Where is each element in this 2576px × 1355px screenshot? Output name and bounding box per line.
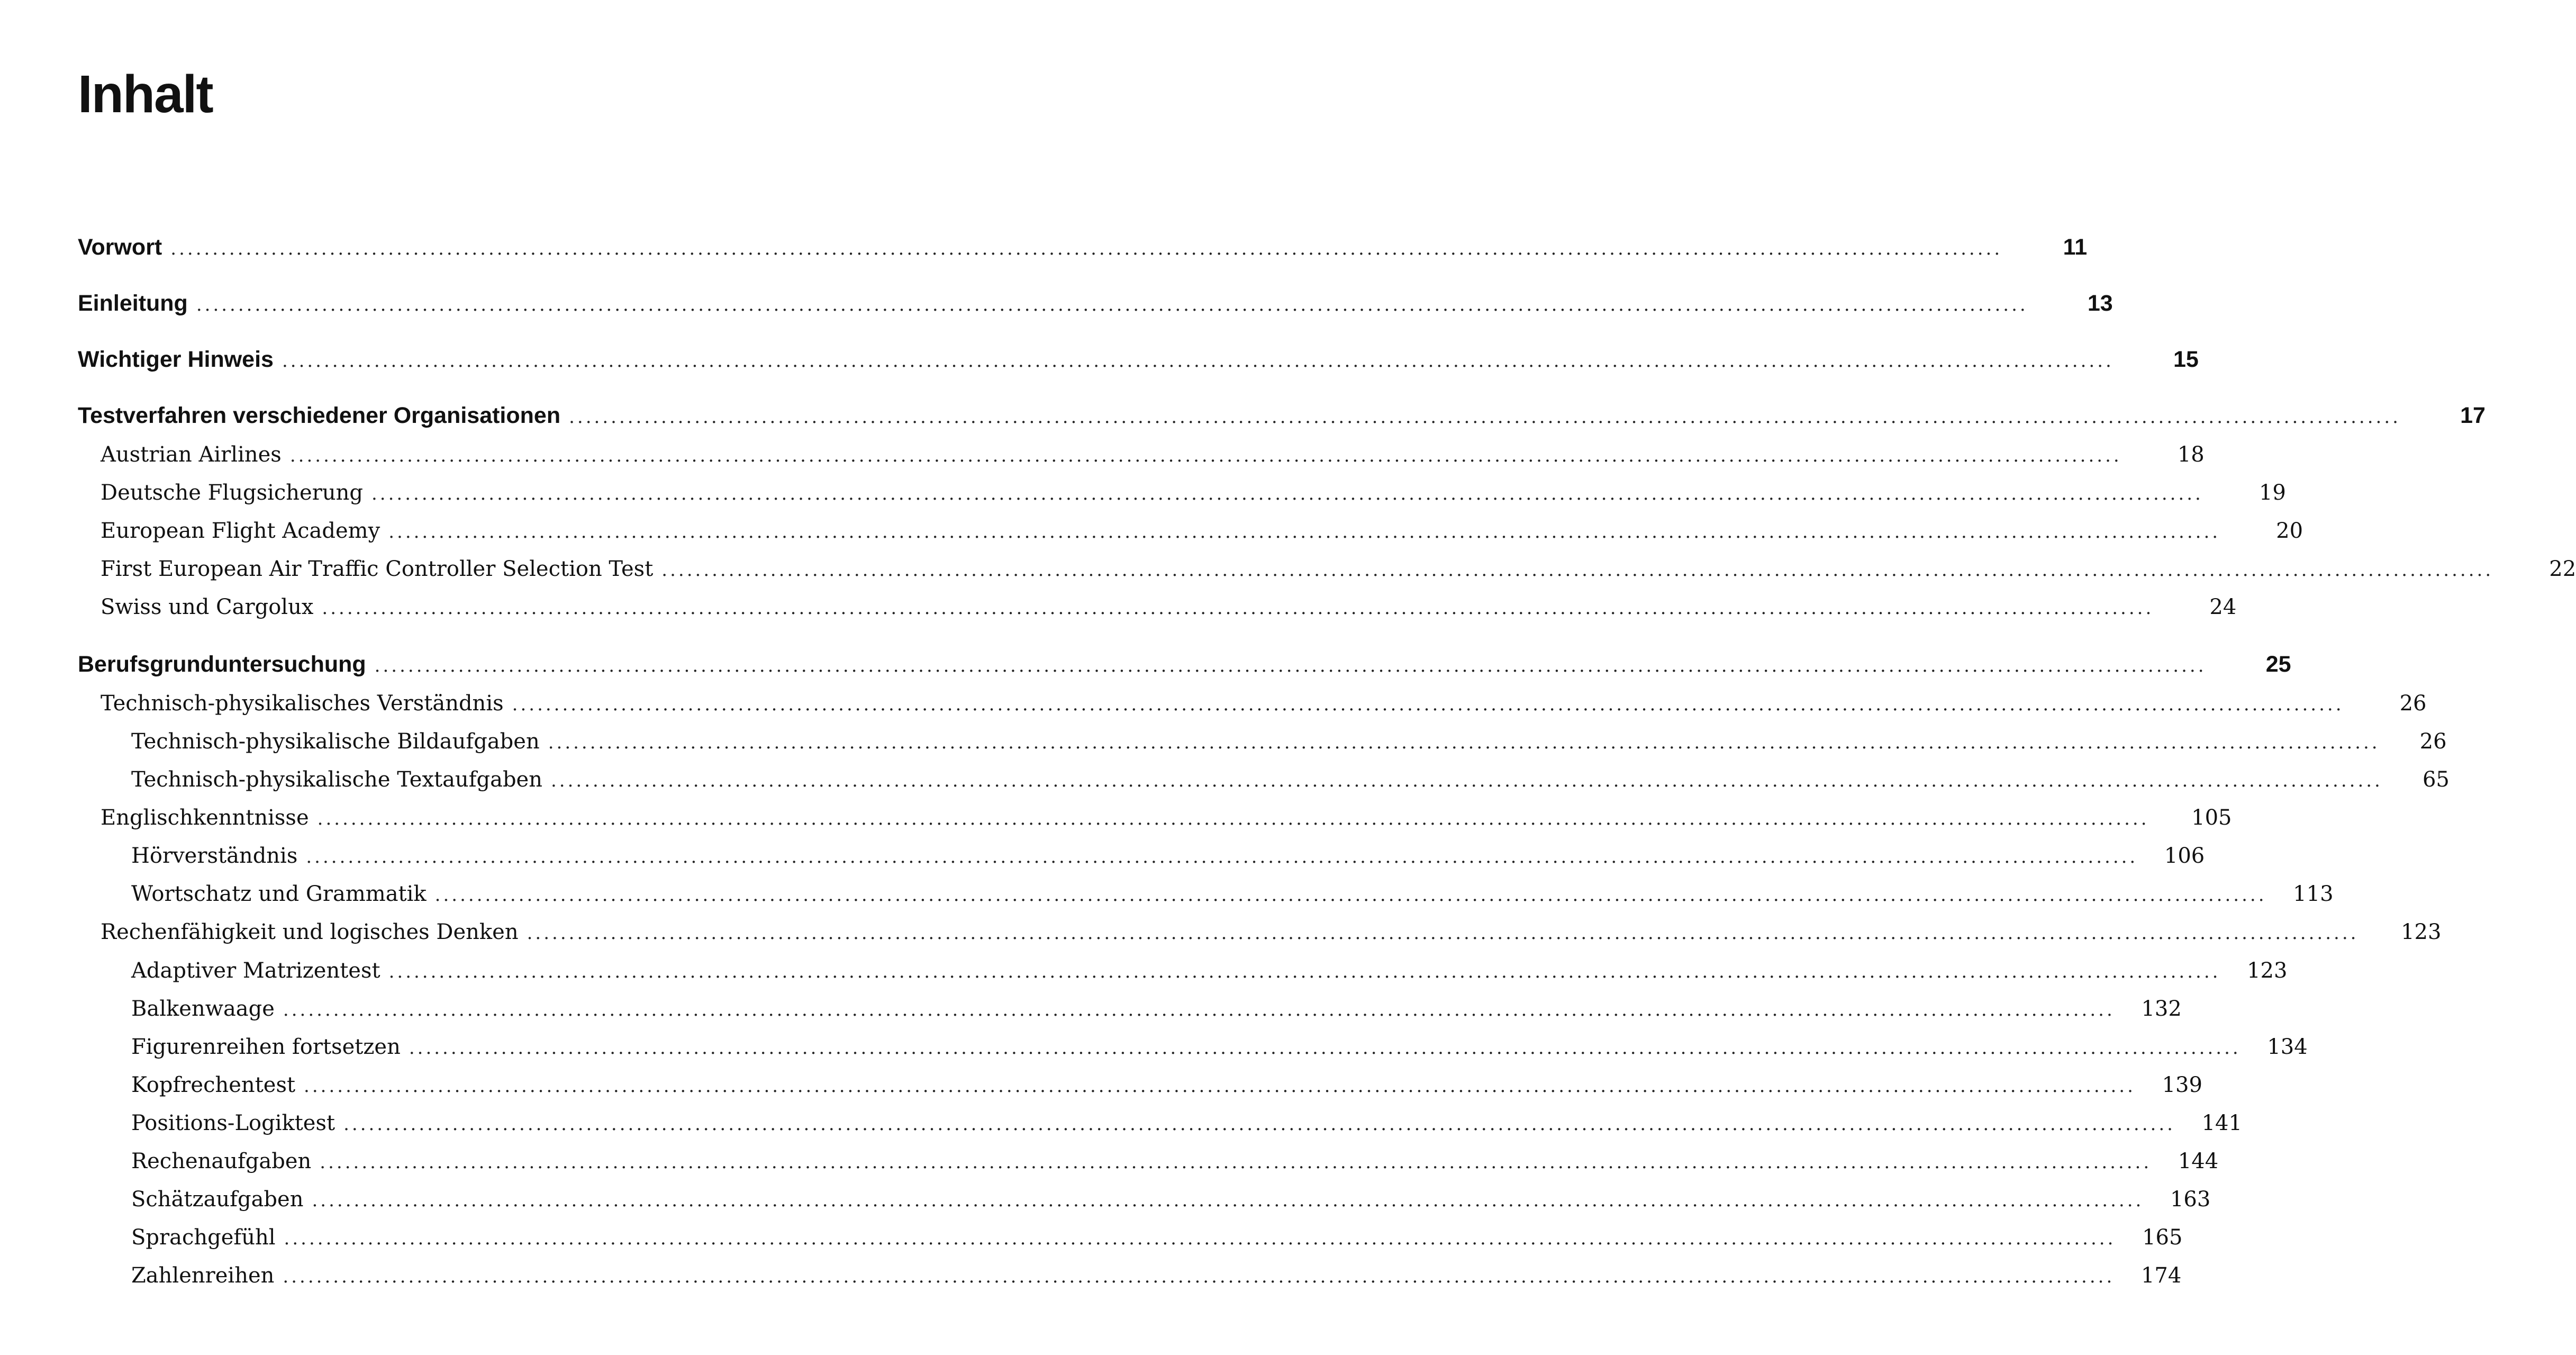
dot-leader: ........................................................................................................................................................................................................................... xyxy=(304,1076,2136,1097)
toc-entry-title: Deutsche Flugsicherung xyxy=(101,481,363,505)
toc-entry-page: 19 xyxy=(2258,481,2286,505)
dot-leader: ........................................................................................................................................................................................................................... xyxy=(548,732,2380,753)
toc-entry-title: Wortschatz und Grammatik xyxy=(131,882,427,906)
dot-leader: ........................................................................................................................................................................................................................... xyxy=(170,238,2003,259)
dot-leader: ........................................................................................................................................................................................................................... xyxy=(388,521,2221,543)
dot-leader: ........................................................................................................................................................................................................................... xyxy=(196,294,2028,315)
dot-leader: ........................................................................................................................................................................................................................... xyxy=(569,406,2401,428)
toc-entry-page: 105 xyxy=(2191,806,2232,830)
toc-entry-title: Englischkenntnisse xyxy=(101,806,309,830)
dot-leader: ........................................................................................................................................................................................................................... xyxy=(306,846,2138,868)
toc-entry-page: 13 xyxy=(2087,291,2113,316)
dot-leader: ........................................................................................................................................................................................................................... xyxy=(371,483,2203,504)
toc-entry-title: Wichtiger Hinweis xyxy=(78,347,274,372)
toc-entry-page: 17 xyxy=(2460,403,2486,428)
toc-entry-page: 11 xyxy=(2063,234,2088,260)
toc-entry-title: Rechenaufgaben xyxy=(131,1149,312,1173)
toc-entry-positions-logiktest[interactable] xyxy=(131,1111,2242,1135)
toc-entry-page: 15 xyxy=(2173,347,2199,372)
dot-leader: ........................................................................................................................................................................................................................... xyxy=(527,923,2359,944)
toc-entry-title: Berufsgrunduntersuchung xyxy=(78,652,366,677)
toc-entry-page: 123 xyxy=(2247,959,2288,983)
toc-entry-berufsgrunduntersuchung[interactable] xyxy=(78,652,2291,678)
toc-entry-title: Hörverständnis xyxy=(131,844,298,868)
toc-entry-technisch-physikalisches-verstaendnis[interactable] xyxy=(101,691,2427,716)
page-title: Inhalt xyxy=(78,65,213,124)
dot-leader: ........................................................................................................................................................................................................................... xyxy=(320,1152,2152,1173)
toc-entry-title: Technisch-physikalisches Verständnis xyxy=(101,691,504,716)
toc-entry-page: 25 xyxy=(2265,652,2291,677)
toc-entry-bildaufgaben[interactable] xyxy=(131,729,2447,754)
toc-entry-title: European Flight Academy xyxy=(101,519,380,543)
toc-entry-page: 139 xyxy=(2162,1073,2202,1097)
toc-entry-deutsche-flugsicherung[interactable] xyxy=(101,481,2286,505)
toc-entry-textaufgaben[interactable] xyxy=(131,767,2450,792)
toc-entry-page: 134 xyxy=(2267,1035,2308,1059)
toc-entry-page: 24 xyxy=(2209,595,2237,619)
toc-entry-page: 26 xyxy=(2399,691,2427,716)
toc-entry-austrian-airlines[interactable] xyxy=(101,442,2205,467)
toc-entry-page: 163 xyxy=(2170,1187,2211,1212)
toc-entry-title: Zahlenreihen xyxy=(131,1263,275,1288)
dot-leader: ........................................................................................................................................................................................................................... xyxy=(284,1228,2116,1249)
toc-entry-page: 26 xyxy=(2419,729,2447,754)
toc-entry-title: Vorwort xyxy=(78,234,162,260)
toc-entry-englischkenntnisse[interactable] xyxy=(101,806,2232,830)
dot-leader: ........................................................................................................................................................................................................................... xyxy=(388,961,2221,982)
toc-entry-title: Kopfrechentest xyxy=(131,1073,296,1097)
toc-entry-title: Adaptiver Matrizentest xyxy=(131,959,380,983)
toc-entry-page: 20 xyxy=(2276,519,2303,543)
toc-entry-page: 174 xyxy=(2140,1263,2182,1288)
toc-entry-rechenfaehigkeit[interactable] xyxy=(101,920,2442,944)
toc-entry-title: Austrian Airlines xyxy=(101,442,282,467)
toc-entry-page: 65 xyxy=(2422,767,2450,792)
dot-leader: ........................................................................................................................................................................................................................... xyxy=(434,884,2267,906)
toc-entry-title: Positions-Logiktest xyxy=(131,1111,335,1135)
toc-entry-title: Figurenreihen fortsetzen xyxy=(131,1035,401,1059)
toc-entry-hoerverstaendnis[interactable] xyxy=(131,844,2205,868)
toc-entry-page: 144 xyxy=(2178,1149,2219,1173)
toc-entry-schaetzaufgaben[interactable] xyxy=(131,1187,2211,1212)
dot-leader: ........................................................................................................................................................................................................................... xyxy=(289,445,2122,466)
toc-entry-page: 141 xyxy=(2201,1111,2242,1135)
toc-entry-page: 113 xyxy=(2293,882,2334,906)
toc-entry-title: First European Air Traffic Controller Selection Test xyxy=(101,557,654,581)
dot-leader: ........................................................................................................................................................................................................................... xyxy=(661,559,2494,581)
toc-entry-figurenreihen[interactable] xyxy=(131,1035,2308,1059)
toc-entry-page: 106 xyxy=(2164,844,2205,868)
toc-entry-page: 18 xyxy=(2177,442,2205,467)
toc-entry-rechenaufgaben[interactable] xyxy=(131,1149,2219,1173)
dot-leader: ........................................................................................................................................................................................................................... xyxy=(282,350,2114,372)
dot-leader: ........................................................................................................................................................................................................................... xyxy=(283,1266,2115,1287)
toc-entry-title: Technisch-physikalische Bildaufgaben xyxy=(131,729,540,754)
dot-leader: ........................................................................................................................................................................................................................... xyxy=(283,999,2115,1020)
toc-entry-page: 22 xyxy=(2549,557,2576,581)
toc-entry-title: Schätzaufgaben xyxy=(131,1187,304,1212)
toc-entry-kopfrechentest[interactable] xyxy=(131,1073,2202,1097)
toc-entry-zahlenreihen[interactable] xyxy=(131,1263,2182,1288)
toc-entry-sprachgefuehl[interactable] xyxy=(131,1225,2183,1250)
dot-leader: ........................................................................................................................................................................................................................... xyxy=(317,808,2149,829)
dot-leader: ........................................................................................................................................................................................................................... xyxy=(512,694,2344,715)
toc-entry-title: Balkenwaage xyxy=(131,997,275,1021)
toc-entry-title: Swiss und Cargolux xyxy=(101,595,314,619)
toc-entry-wortschatz-und-grammatik[interactable] xyxy=(131,882,2334,906)
toc-entry-title: Sprachgefühl xyxy=(131,1225,276,1250)
dot-leader: ........................................................................................................................................................................................................................... xyxy=(322,598,2154,619)
toc-entry-first-european-atc-test[interactable] xyxy=(101,557,2576,581)
toc-entry-balkenwaage[interactable] xyxy=(131,997,2182,1021)
toc-entry-title: Testverfahren verschiedener Organisationen xyxy=(78,403,561,428)
toc-entry-adaptiver-matrizentest[interactable] xyxy=(131,959,2288,983)
dot-leader: ........................................................................................................................................................................................................................... xyxy=(551,770,2383,791)
toc-entry-page: 123 xyxy=(2401,920,2442,944)
toc-entry-einleitung[interactable] xyxy=(78,291,2113,317)
toc-entry-testverfahren[interactable] xyxy=(78,403,2486,429)
toc-entry-title: Rechenfähigkeit und logisches Denken xyxy=(101,920,519,944)
dot-leader: ........................................................................................................................................................................................................................... xyxy=(409,1037,2241,1059)
toc-entry-european-flight-academy[interactable] xyxy=(101,519,2303,543)
dot-leader: ........................................................................................................................................................................................................................... xyxy=(374,655,2207,676)
toc-entry-page: 165 xyxy=(2142,1225,2183,1250)
toc-entry-swiss-und-cargolux[interactable] xyxy=(101,595,2237,619)
toc-entry-wichtiger-hinweis[interactable] xyxy=(78,347,2199,373)
dot-leader: ........................................................................................................................................................................................................................... xyxy=(312,1190,2144,1211)
dot-leader: ........................................................................................................................................................................................................................... xyxy=(343,1114,2175,1135)
toc-entry-title: Technisch-physikalische Textaufgaben xyxy=(131,767,542,792)
toc-entry-title: Einleitung xyxy=(78,291,188,316)
toc-entry-page: 132 xyxy=(2141,997,2182,1021)
toc-entry-vorwort[interactable] xyxy=(78,234,2088,260)
